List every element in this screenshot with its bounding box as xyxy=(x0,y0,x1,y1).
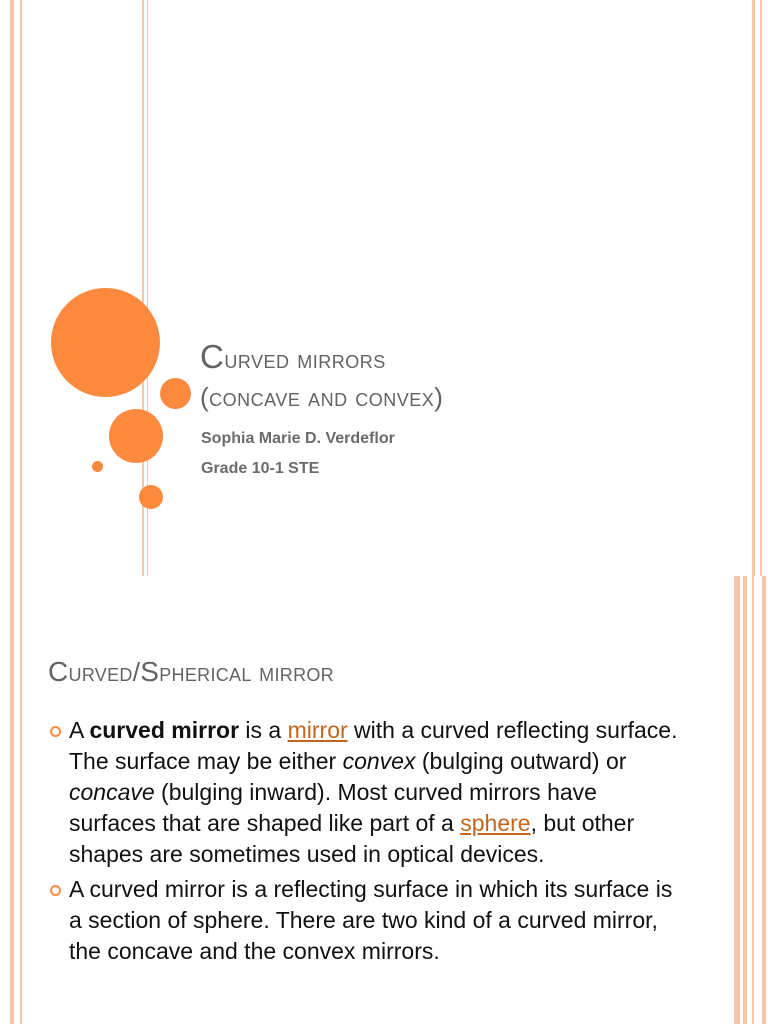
decorative-circle xyxy=(51,288,160,397)
sphere-link[interactable]: sphere xyxy=(460,810,531,836)
decorative-stripe xyxy=(20,0,22,576)
italic-term: concave xyxy=(69,779,155,805)
bullet-item xyxy=(48,715,688,870)
decorative-stripe xyxy=(734,576,740,1024)
decorative-circle xyxy=(160,378,191,409)
title-initial: C xyxy=(200,338,225,375)
ring-bullet-icon xyxy=(50,726,61,737)
text-run: is a xyxy=(239,717,288,743)
bold-term: curved mirror xyxy=(89,717,240,743)
heading-initial: S xyxy=(140,656,160,687)
decorative-stripe xyxy=(760,0,762,576)
bullet-list xyxy=(48,715,688,971)
author-name: Sophia Marie D. Verdeflor xyxy=(201,430,395,447)
author-grade: Grade 10-1 STE xyxy=(201,460,320,477)
text-run: (bulging outward) or xyxy=(415,748,627,774)
content-slide xyxy=(0,576,768,1024)
decorative-circle xyxy=(139,485,163,509)
decorative-stripe xyxy=(20,576,22,1024)
decorative-stripe xyxy=(752,0,755,576)
text-run: (bulging inward). Most curved mirrors have surfaces that are shaped like part of a xyxy=(69,779,597,836)
title-line-1 xyxy=(200,338,760,378)
text-run: with a curved reflecting surface. The surface may be either xyxy=(69,717,678,774)
decorative-stripe xyxy=(10,576,14,1024)
ring-bullet-icon xyxy=(50,885,61,896)
decorative-circle xyxy=(92,461,103,472)
mirror-link[interactable]: mirror xyxy=(287,717,348,743)
slide-heading xyxy=(48,656,334,688)
decorative-stripe xyxy=(752,576,754,1024)
decorative-circle xyxy=(109,409,163,463)
decorative-stripe xyxy=(743,576,747,1024)
slide-subtitle xyxy=(201,424,395,484)
text-run: , but other shapes are sometimes used in optical devices. xyxy=(69,810,635,867)
title-line-2: (concave and convex) xyxy=(200,382,444,412)
heading-initial: C xyxy=(48,656,69,687)
heading-text: urved/ xyxy=(68,657,141,687)
slide-title xyxy=(200,338,760,416)
decorative-stripe xyxy=(762,576,766,1024)
bullet-item xyxy=(48,874,688,967)
heading-text: pherical mirror xyxy=(159,657,334,687)
italic-term: convex xyxy=(342,748,416,774)
title-text: urved mirrors xyxy=(224,344,386,374)
text-run: A xyxy=(69,717,90,743)
bullet-text: A curved mirror is a reflecting surface in which its surface is a section of sphere. There are two kind of a curved mirror, the concave and the convex mirrors. xyxy=(69,876,673,964)
decorative-stripe xyxy=(10,0,14,576)
